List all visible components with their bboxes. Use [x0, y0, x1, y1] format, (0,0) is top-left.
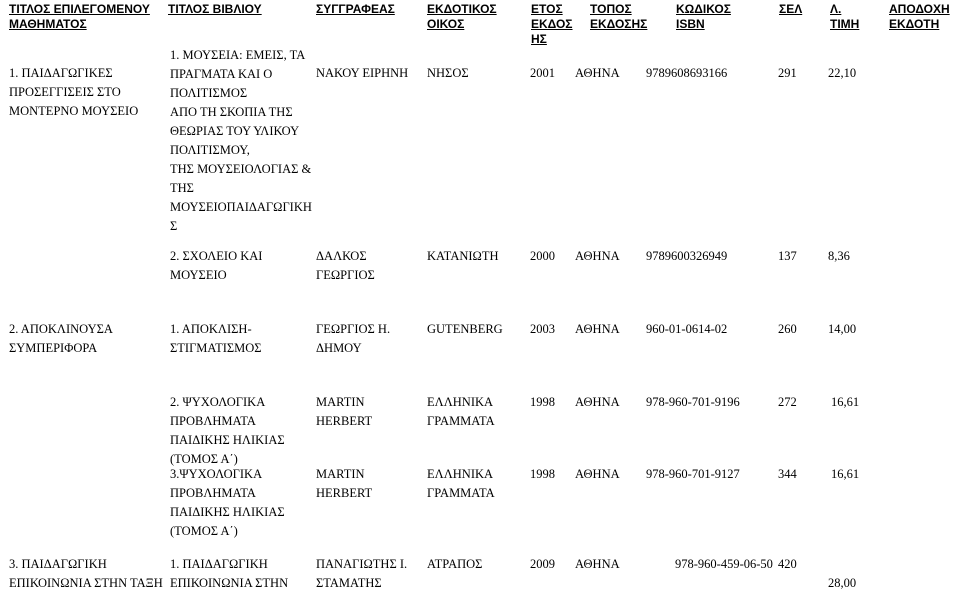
header-line: ΑΠΟΔΟΧΗ	[889, 2, 950, 16]
cell-line: ΕΛΛΗΝΙΚΑ	[427, 395, 494, 409]
header-line: ΗΣ	[531, 32, 547, 46]
row-6-course	[9, 555, 163, 593]
cell-line: ΠΑΙΔΙΚΗΣ ΗΛΙΚΙΑΣ	[170, 433, 285, 447]
header-line: ΕΚΔΟΤΗ	[889, 17, 940, 31]
row-1-year: 2001	[530, 66, 555, 80]
cell-line: ΜΟΥΣΕΙΟ	[170, 268, 227, 282]
cell-line: ΠΡΟΒΛΗΜΑΤΑ	[170, 414, 256, 428]
row-3-pages: 260	[778, 322, 797, 336]
header-line: ΕΚΔΟΤΙΚΟΣ	[427, 2, 497, 16]
row-2-pages: 137	[778, 249, 797, 263]
row-1-place: ΑΘΗΝΑ	[575, 66, 620, 80]
row-3-book	[170, 320, 262, 358]
cell-line: ΠΟΛΙΤΙΣΜΟΥ,	[170, 143, 250, 157]
row-4-year: 1998	[530, 395, 555, 409]
cell-line: ΑΠΟ ΤΗ ΣΚΟΠΙΑ ΤΗΣ	[170, 105, 293, 119]
row-6-price: 28,00	[828, 576, 857, 590]
header-line: ΜΑΘΗΜΑΤΟΣ	[9, 17, 87, 31]
header-price	[830, 2, 859, 32]
row-1-price: 22,10	[828, 66, 857, 80]
cell-line: 1. ΜΟΥΣΕΙΑ: ΕΜΕΙΣ, ΤΑ	[170, 48, 306, 62]
cell-line: HERBERT	[316, 486, 373, 500]
row-5-year: 1998	[530, 467, 555, 481]
row-5-book	[170, 465, 285, 541]
row-5-place: ΑΘΗΝΑ	[575, 467, 620, 481]
cell-line: ΓΕΩΡΓΙΟΣ Η.	[316, 322, 391, 336]
row-4-isbn: 978-960-701-9196	[646, 395, 740, 409]
header-line: ΕΚΔΟΣΗΣ	[590, 17, 648, 31]
row-4-publisher	[427, 393, 495, 431]
cell-line: 1. ΠΑΙΔΑΓΩΓΙΚΕΣ	[9, 66, 113, 80]
cell-line: ΠΟΛΙΤΙΣΜΟΣ	[170, 86, 248, 100]
row-6-book	[170, 555, 288, 593]
row-6-pages: 420	[778, 557, 797, 571]
row-5-publisher	[427, 465, 495, 503]
cell-line: ΠΡΑΓΜΑΤΑ ΚΑΙ Ο	[170, 67, 273, 81]
cell-line: ΔΑΛΚΟΣ	[316, 249, 367, 263]
row-4-book	[170, 393, 285, 469]
row-1-isbn: 9789608693166	[646, 66, 728, 80]
cell-line: ΔΗΜΟΥ	[316, 341, 362, 355]
header-line: ΤΙΜΗ	[830, 17, 860, 31]
row-2-book	[170, 247, 262, 285]
cell-line: ΜΟΝΤΕΡΝΟ ΜΟΥΣΕΙΟ	[9, 104, 139, 118]
row-2-year: 2000	[530, 249, 555, 263]
cell-line: ΜΟΥΣΕΙΟΠΑΙΔΑΓΩΓΙΚΗ	[170, 200, 312, 214]
cell-line: (ΤΟΜΟΣ Α΄)	[170, 452, 238, 466]
header-pages: ΣΕΛ	[779, 2, 803, 16]
cell-line: ΣΤΑΜΑΤΗΣ	[316, 576, 382, 590]
cell-line: (ΤΟΜΟΣ Α΄)	[170, 524, 238, 538]
row-4-price: 16,61	[831, 395, 860, 409]
row-2-place: ΑΘΗΝΑ	[575, 249, 620, 263]
header-line: Λ.	[830, 2, 842, 16]
row-3-course	[9, 320, 113, 358]
cell-line: ΠΑΙΔΙΚΗΣ ΗΛΙΚΙΑΣ	[170, 505, 285, 519]
row-4-place: ΑΘΗΝΑ	[575, 395, 620, 409]
cell-line: ΕΛΛΗΝΙΚΑ	[427, 467, 494, 481]
row-2-author	[316, 247, 375, 285]
row-1-book	[170, 46, 312, 236]
cell-line: ΠΑΝΑΓΙΩΤΗΣ Ι.	[316, 557, 408, 571]
header-line: ISBN	[676, 17, 705, 31]
header-place	[590, 2, 647, 32]
row-6-year: 2009	[530, 557, 555, 571]
row-2-isbn: 9789600326949	[646, 249, 728, 263]
cell-line: ΓΡΑΜΜΑΤΑ	[427, 486, 495, 500]
row-3-author	[316, 320, 390, 358]
row-1-publisher: ΝΗΣΟΣ	[427, 66, 469, 80]
header-book-title: ΤΙΤΛΟΣ ΒΙΒΛΙΟΥ	[168, 2, 262, 16]
cell-line: ΕΠΙΚΟΙΝΩΝΙΑ ΣΤΗΝ ΤΑΞΗ	[9, 576, 163, 590]
row-2-publisher: ΚΑΤΑΝΙΩΤΗ	[427, 249, 499, 263]
row-6-publisher: ΑΤΡΑΠΟΣ	[427, 557, 483, 571]
header-publisher-receipt	[889, 2, 950, 32]
header-line: ΕΤΟΣ	[531, 2, 563, 16]
header-author: ΣΥΓΓΡΑΦΕΑΣ	[316, 2, 395, 16]
cell-line: 2. ΨΥΧΟΛΟΓΙΚΑ	[170, 395, 266, 409]
row-2-price: 8,36	[828, 249, 850, 263]
header-line: ΟΙΚΟΣ	[427, 17, 465, 31]
header-line: ΚΩΔΙΚΟΣ	[676, 2, 731, 16]
cell-line: ΣΥΜΠΕΡΙΦΟΡΑ	[9, 341, 98, 355]
cell-line: ΤΗΣ ΜΟΥΣΕΙΟΛΟΓΙΑΣ &	[170, 162, 312, 176]
header-line: ΤΙΤΛΟΣ ΕΠΙΛΕΓΟΜΕΝΟΥ	[9, 2, 150, 16]
row-4-author	[316, 393, 372, 431]
header-line: ΤΟΠΟΣ	[590, 2, 632, 16]
row-3-year: 2003	[530, 322, 555, 336]
row-6-author	[316, 555, 407, 593]
row-1-pages: 291	[778, 66, 797, 80]
cell-line: 1. ΑΠΟΚΛΙΣΗ-	[170, 322, 252, 336]
row-3-isbn: 960-01-0614-02	[646, 322, 728, 336]
cell-line: ΓΡΑΜΜΑΤΑ	[427, 414, 495, 428]
row-5-author	[316, 465, 372, 503]
header-publisher	[427, 2, 497, 32]
header-line: ΕΚΔΟΣ	[531, 17, 573, 31]
cell-line: ΤΗΣ	[170, 181, 194, 195]
header-year	[531, 2, 573, 47]
row-5-price: 16,61	[831, 467, 860, 481]
cell-line: MARTIN	[316, 467, 365, 481]
cell-line: ΣΤΙΓΜΑΤΙΣΜΟΣ	[170, 341, 262, 355]
row-1-course	[9, 64, 138, 121]
header-course-title	[9, 2, 150, 32]
row-4-pages: 272	[778, 395, 797, 409]
cell-line: ΓΕΩΡΓΙΟΣ	[316, 268, 375, 282]
cell-line: 2. ΣΧΟΛΕΙΟ ΚΑΙ	[170, 249, 263, 263]
cell-line: Σ	[170, 219, 178, 233]
row-6-isbn: 978-960-459-06-50	[675, 557, 773, 571]
cell-line: ΠΡΟΒΛΗΜΑΤΑ	[170, 486, 256, 500]
header-isbn	[676, 2, 731, 32]
cell-line: ΕΠΙΚΟΙΝΩΝΙΑ ΣΤΗΝ	[170, 576, 289, 590]
row-3-price: 14,00	[828, 322, 857, 336]
row-5-isbn: 978-960-701-9127	[646, 467, 740, 481]
row-3-place: ΑΘΗΝΑ	[575, 322, 620, 336]
cell-line: 1. ΠΑΙΔΑΓΩΓΙΚΗ	[170, 557, 268, 571]
cell-line: MARTIN	[316, 395, 365, 409]
row-6-place: ΑΘΗΝΑ	[575, 557, 620, 571]
cell-line: ΠΡΟΣΕΓΓΙΣΕΙΣ ΣΤΟ	[9, 85, 121, 99]
row-3-publisher: GUTENBERG	[427, 322, 503, 336]
cell-line: 3.ΨΥΧΟΛΟΓΙΚΑ	[170, 467, 263, 481]
cell-line: 2. ΑΠΟΚΛΙΝΟΥΣΑ	[9, 322, 113, 336]
row-5-pages: 344	[778, 467, 797, 481]
cell-line: HERBERT	[316, 414, 373, 428]
cell-line: 3. ΠΑΙΔΑΓΩΓΙΚΗ	[9, 557, 107, 571]
cell-line: ΘΕΩΡΙΑΣ ΤΟΥ ΥΛΙΚΟΥ	[170, 124, 300, 138]
row-1-author: ΝΑΚΟΥ ΕΙΡΗΝΗ	[316, 66, 409, 80]
